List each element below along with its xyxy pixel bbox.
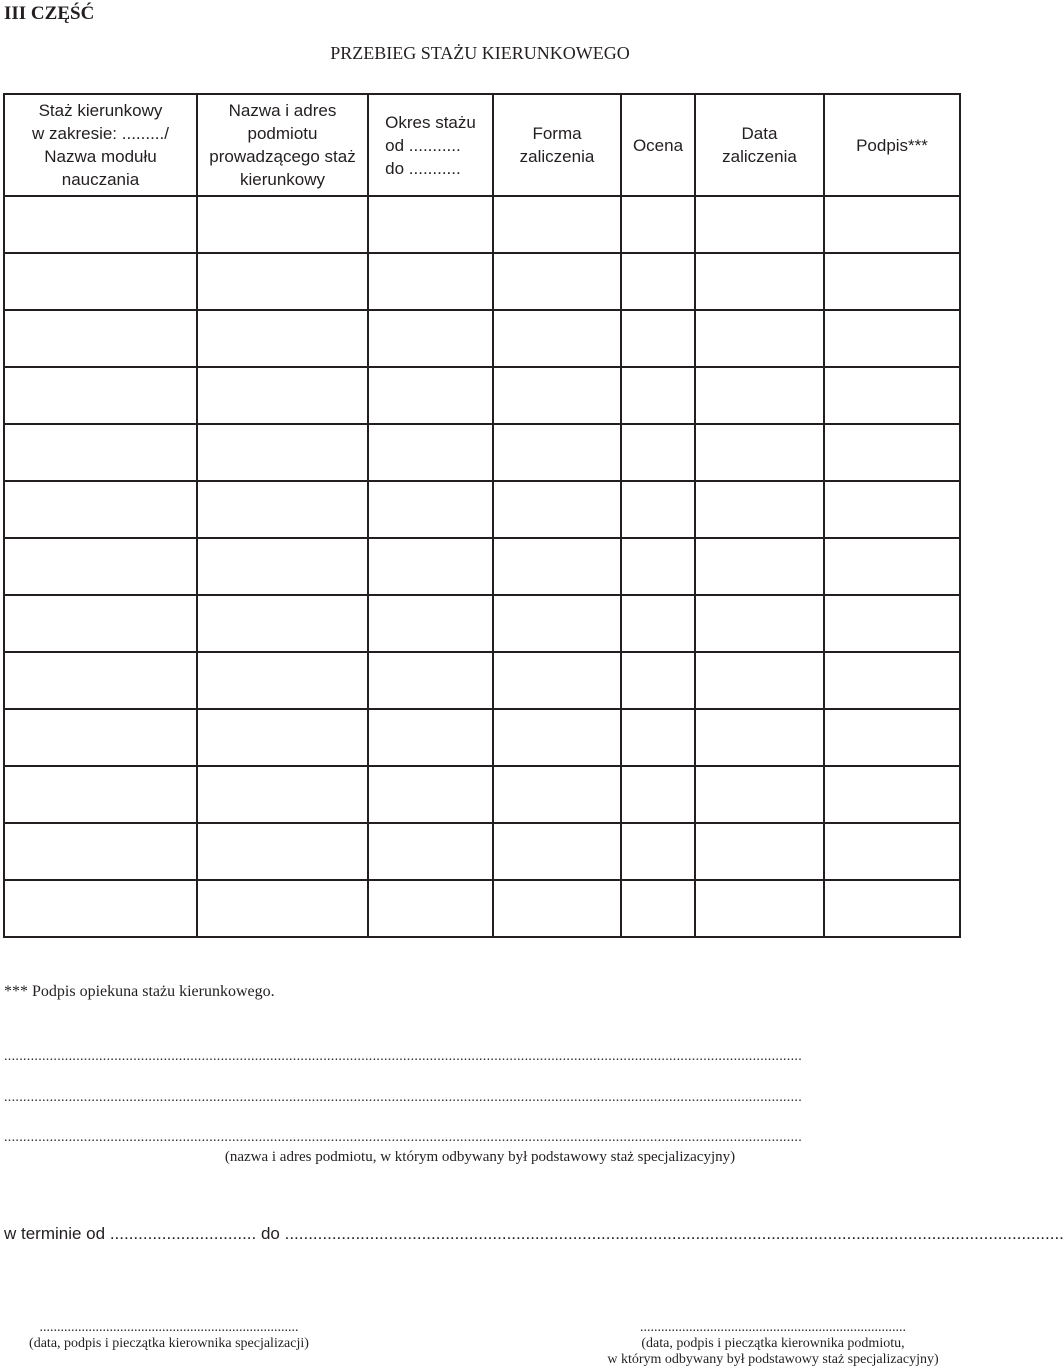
table-cell[interactable]	[621, 424, 695, 481]
table-cell[interactable]	[368, 652, 493, 709]
table-cell[interactable]	[368, 310, 493, 367]
table-cell[interactable]	[368, 880, 493, 937]
table-cell[interactable]	[197, 196, 368, 253]
entity-line-3[interactable]: ..................................................................................................................................................................................................................	[4, 1130, 802, 1145]
table-cell[interactable]	[197, 367, 368, 424]
term-line[interactable]: w terminie od ............................... do .....................................................................................................................................................................	[4, 1224, 1064, 1243]
table-cell[interactable]	[621, 253, 695, 310]
table-cell[interactable]	[493, 253, 621, 310]
table-cell[interactable]	[695, 709, 824, 766]
table-row	[4, 595, 960, 652]
table-cell[interactable]	[4, 481, 197, 538]
table-cell[interactable]	[368, 538, 493, 595]
table-cell[interactable]	[493, 880, 621, 937]
table-cell[interactable]	[695, 196, 824, 253]
table-cell[interactable]	[621, 196, 695, 253]
table-cell[interactable]	[695, 880, 824, 937]
table-row	[4, 823, 960, 880]
table-cell[interactable]	[824, 538, 960, 595]
section-title: III CZĘŚĆ	[4, 3, 95, 24]
table-cell[interactable]	[824, 709, 960, 766]
table-cell[interactable]	[621, 367, 695, 424]
table-cell[interactable]	[4, 196, 197, 253]
table-cell[interactable]	[695, 595, 824, 652]
table-cell[interactable]	[493, 709, 621, 766]
column-header-form: Forma zaliczenia	[493, 94, 621, 196]
table-cell[interactable]	[824, 595, 960, 652]
table-cell[interactable]	[368, 709, 493, 766]
table-row	[4, 481, 960, 538]
table-cell[interactable]	[824, 823, 960, 880]
table-cell[interactable]	[621, 652, 695, 709]
table-cell[interactable]	[493, 196, 621, 253]
table-cell[interactable]	[4, 709, 197, 766]
table-cell[interactable]	[493, 367, 621, 424]
page-title: PRZEBIEG STAŻU KIERUNKOWEGO	[330, 43, 630, 63]
column-header-date: Data zaliczenia	[695, 94, 824, 196]
signature-left-caption: (data, podpis i pieczątka kierownika specjalizacji)	[29, 1336, 309, 1351]
table-cell[interactable]	[4, 595, 197, 652]
table-cell[interactable]	[695, 253, 824, 310]
table-cell[interactable]	[621, 823, 695, 880]
table-cell[interactable]	[368, 823, 493, 880]
table-cell[interactable]	[197, 709, 368, 766]
table-cell[interactable]	[4, 253, 197, 310]
table-cell[interactable]	[621, 880, 695, 937]
table-cell[interactable]	[695, 652, 824, 709]
table-cell[interactable]	[368, 367, 493, 424]
table-cell[interactable]	[368, 481, 493, 538]
table-cell[interactable]	[824, 481, 960, 538]
table-cell[interactable]	[368, 766, 493, 823]
table-cell[interactable]	[824, 652, 960, 709]
table-cell[interactable]	[368, 595, 493, 652]
table-cell[interactable]	[695, 481, 824, 538]
table-row	[4, 367, 960, 424]
table-cell[interactable]	[368, 196, 493, 253]
table-cell[interactable]	[197, 253, 368, 310]
table-cell[interactable]	[621, 481, 695, 538]
table-cell[interactable]	[824, 424, 960, 481]
table-cell[interactable]	[4, 652, 197, 709]
table-cell[interactable]	[621, 310, 695, 367]
table-row	[4, 424, 960, 481]
table-cell[interactable]	[621, 766, 695, 823]
table-cell[interactable]	[197, 823, 368, 880]
table-cell[interactable]	[368, 424, 493, 481]
column-header-signature: Podpis***	[824, 94, 960, 196]
table-cell[interactable]	[695, 367, 824, 424]
table-row	[4, 310, 960, 367]
table-cell[interactable]	[4, 766, 197, 823]
table-cell[interactable]	[493, 652, 621, 709]
table-cell[interactable]	[493, 823, 621, 880]
column-header-scope: Staż kierunkowy w zakresie: ........./ Nazwa modułu nauczania	[4, 94, 197, 196]
entity-line-1[interactable]: ..................................................................................................................................................................................................................	[4, 1049, 802, 1064]
table-cell[interactable]	[4, 310, 197, 367]
table-header-row	[4, 94, 960, 196]
table-cell[interactable]	[695, 766, 824, 823]
signature-left-dots[interactable]: ..........................................................................	[39, 1320, 299, 1335]
table-row	[4, 253, 960, 310]
column-header-entity: Nazwa i adres podmiotu prowadzącego staż kierunkowy	[197, 94, 368, 196]
table-cell[interactable]	[824, 196, 960, 253]
signature-right	[588, 1320, 958, 1368]
entity-line-2[interactable]: ..................................................................................................................................................................................................................	[4, 1090, 802, 1105]
table-cell[interactable]	[493, 538, 621, 595]
column-header-grade: Ocena	[621, 94, 695, 196]
signature-right-caption-2: w którym odbywany był podstawowy staż specjalizacyjny)	[607, 1352, 939, 1367]
table-cell[interactable]	[621, 595, 695, 652]
table-cell[interactable]	[695, 823, 824, 880]
column-header-period: Okres stażu od ........... do ...........	[368, 94, 493, 196]
entity-caption: (nazwa i adres podmiotu, w którym odbywany był podstawowy staż specjalizacyjny)	[224, 1149, 736, 1165]
table-cell[interactable]	[695, 424, 824, 481]
table-row	[4, 538, 960, 595]
table-cell[interactable]	[4, 367, 197, 424]
table-cell[interactable]	[197, 310, 368, 367]
table-cell[interactable]	[4, 538, 197, 595]
table-cell[interactable]	[493, 310, 621, 367]
table-cell[interactable]	[197, 652, 368, 709]
table-cell[interactable]	[493, 766, 621, 823]
signature-left	[4, 1320, 334, 1352]
table-row	[4, 880, 960, 937]
table-cell[interactable]	[4, 823, 197, 880]
table-cell[interactable]	[197, 595, 368, 652]
table-cell[interactable]	[4, 424, 197, 481]
table-cell[interactable]	[824, 253, 960, 310]
table-cell[interactable]	[493, 424, 621, 481]
table-cell[interactable]	[824, 367, 960, 424]
table-cell[interactable]	[824, 880, 960, 937]
internship-table	[3, 93, 961, 938]
signature-right-dots[interactable]: ............................................................................	[640, 1320, 906, 1335]
table-row	[4, 652, 960, 709]
table-cell[interactable]	[493, 481, 621, 538]
table-row	[4, 196, 960, 253]
table-cell[interactable]	[695, 310, 824, 367]
table-cell[interactable]	[197, 481, 368, 538]
table-cell[interactable]	[695, 538, 824, 595]
table-row	[4, 766, 960, 823]
table-cell[interactable]	[824, 766, 960, 823]
table-cell[interactable]	[621, 709, 695, 766]
table-row	[4, 709, 960, 766]
table-cell[interactable]	[824, 310, 960, 367]
table-cell[interactable]	[197, 538, 368, 595]
footnote: *** Podpis opiekuna stażu kierunkowego.	[4, 983, 275, 1000]
table-cell[interactable]	[368, 253, 493, 310]
table-cell[interactable]	[4, 880, 197, 937]
table-cell[interactable]	[197, 766, 368, 823]
table-cell[interactable]	[621, 538, 695, 595]
signature-right-caption-1: (data, podpis i pieczątka kierownika podmiotu,	[641, 1336, 905, 1351]
table-cell[interactable]	[197, 424, 368, 481]
table-cell[interactable]	[197, 880, 368, 937]
table-cell[interactable]	[493, 595, 621, 652]
